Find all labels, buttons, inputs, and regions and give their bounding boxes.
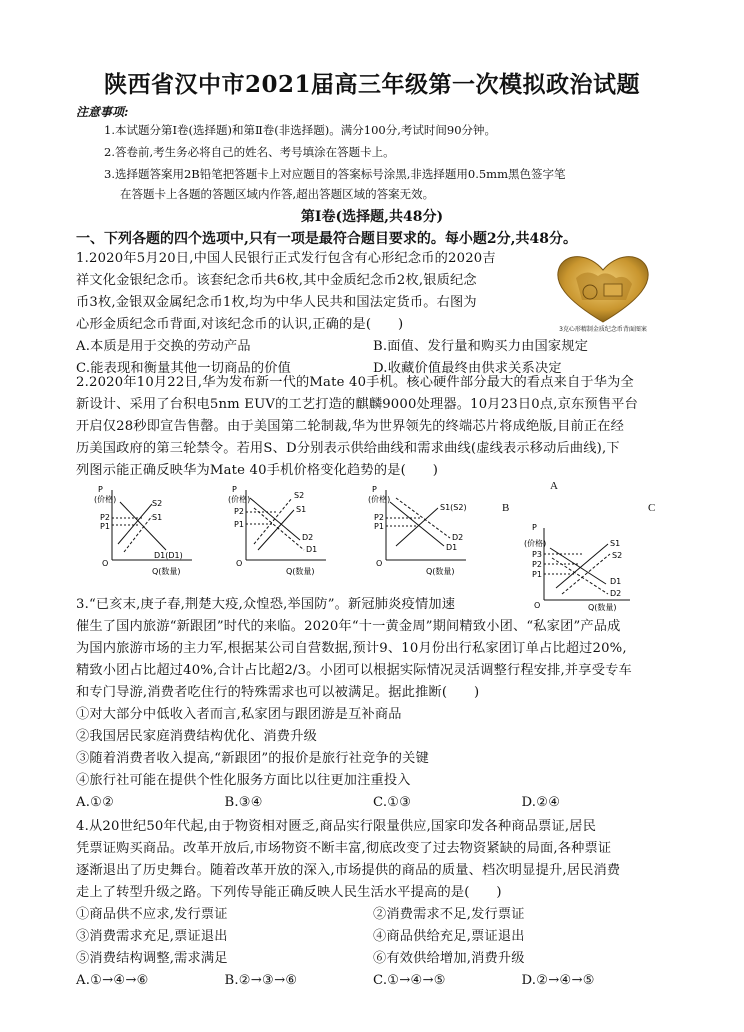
- statement-5: ⑤消费结构调整,需求满足: [76, 951, 228, 966]
- graph-letter-b: B: [502, 502, 510, 514]
- graph-letter-a: A: [550, 480, 558, 492]
- question-line: 为国内旅游市场的主力军,根据某公司自营数据,预计9、10月份出行私家团订单占比超过20%,: [76, 641, 627, 656]
- d2-label: D2: [452, 533, 464, 542]
- s1-label: S1: [610, 539, 621, 548]
- d1-label: D1: [610, 577, 622, 586]
- axis-p-label: P: [532, 523, 537, 532]
- axis-q-label: Q(数量): [286, 567, 315, 576]
- option-c: C.能表现和衡量其他一切商品的价值: [76, 361, 292, 376]
- question-line: 2.2020年10月22日,华为发布新一代的Mate 40手机。核心硬件部分最大的看点来自于华为全: [76, 375, 634, 390]
- axis-price-label: (价格): [94, 495, 117, 504]
- option-a: A.本质是用于交换的劳动产品: [76, 339, 251, 354]
- notice-item: 3.选择题答案用2B铅笔把答题卡上对应题目的答案标号涂黑,非选择题用0.5mm黑色签字笔: [104, 167, 566, 181]
- statement-1: ①对大部分中低收入者而言,私家团与跟团游是互补商品: [76, 707, 402, 722]
- question-line: 凭票证购买商品。改革开放后,市场物资不断丰富,彻底改变了过去物资紧缺的局面,各种票证: [76, 841, 612, 856]
- axis-q-label: Q(数量): [588, 603, 617, 612]
- d2-label: D2: [302, 533, 314, 542]
- question-line: 逐渐退出了历史舞台。随着改革开放的深入,市场提供的商品的质量、档次明显提升,居民消费: [76, 863, 621, 878]
- option-b: B.②→③→⑥: [224, 973, 298, 988]
- axis-p-label: P: [232, 485, 237, 494]
- notice-heading: 注意事项:: [76, 105, 129, 119]
- axis-p-label: P: [98, 485, 103, 494]
- d-label: D1(D1): [154, 551, 183, 560]
- supply-demand-graph-3: [368, 484, 468, 574]
- page-title: 陕西省汉中市2021届高三年级第一次模拟政治试题: [103, 71, 640, 98]
- statement-3: ③随着消费者收入提高,“新跟团”的报价是旅行社竞争的关键: [76, 751, 429, 766]
- part-heading: 一、下列各题的四个选项中,只有一项是最符合题目要求的。每小题2分,共48分。: [76, 231, 577, 247]
- p2-label: P2: [374, 513, 384, 522]
- axis-p-label: P: [372, 485, 377, 494]
- question-line: 新设计、采用了台积电5nm EUV的工艺打造的麒麟9000处理器。10月23日0点,京东预售平台: [76, 397, 638, 412]
- section-title: 第Ⅰ卷(选择题,共48分): [300, 209, 444, 225]
- question-line: 心形金质纪念币背面,对该纪念币的认识,正确的是( ): [76, 317, 404, 332]
- supply-demand-graph-1: [94, 484, 194, 574]
- d2-label: D2: [610, 589, 622, 598]
- notice-item: 在答题卡上各题的答题区域内作答,超出答题区域的答案无效。: [120, 187, 435, 201]
- p1-label: P1: [100, 522, 110, 531]
- question-line: 精致小团占比超过40%,合计占比超2/3。小团可以根据实际情况灵活调整行程安排,并享受专车: [76, 663, 632, 678]
- option-c: C.①③: [373, 795, 412, 810]
- s1-label: S1: [296, 505, 307, 514]
- question-line: 4.从20世纪50年代起,由于物资相对匮乏,商品实行限量供应,国家印发各种商品票证,居民: [76, 819, 597, 834]
- option-d: D.收藏价值最终由供求关系决定: [373, 361, 562, 376]
- d1-label: D1: [446, 543, 458, 552]
- axis-price-label: (价格): [524, 539, 547, 548]
- option-a: A.①→④→⑥: [76, 973, 149, 988]
- heart-coin-image: [546, 248, 660, 334]
- question-line: 3.“已亥末,庚子春,荆楚大疫,众惶恐,举国防”。新冠肺炎疫情加速: [76, 597, 456, 612]
- origin-label: O: [102, 559, 109, 568]
- question-line: 和专门导游,消费者吃住行的特殊需求也可以被满足。据此推断( ): [76, 685, 480, 700]
- s1-label: S1: [152, 513, 163, 522]
- statement-2: ②消费需求不足,发行票证: [373, 907, 525, 922]
- p2-label: P2: [532, 560, 542, 569]
- axis-q-label: Q(数量): [152, 567, 181, 576]
- statement-4: ④旅行社可能在提供个性化服务方面比以往更加注重投入: [76, 773, 411, 788]
- question-3: [76, 594, 670, 814]
- question-1: [76, 248, 546, 336]
- s2-label: S2: [294, 491, 305, 500]
- question-line: 币3枚,金银双金属纪念币1枚,均为中华人民共和国法定货币。右图为: [76, 295, 477, 310]
- d1-label: D1: [306, 545, 318, 554]
- origin-label: O: [376, 559, 383, 568]
- question-line: 走上了转型升级之路。下列传导能正确反映人民生活水平提高的是( ): [76, 885, 502, 900]
- origin-label: O: [236, 559, 243, 568]
- statement-6: ⑥有效供给增加,消费升级: [373, 951, 525, 966]
- p2-label: P2: [100, 513, 110, 522]
- p2-label: P2: [234, 507, 244, 516]
- axis-price-label: (价格): [368, 495, 391, 504]
- p1-label: P1: [374, 522, 384, 531]
- option-d: D.②→④→⑤: [521, 973, 595, 988]
- question-line: 祥文化金银纪念币。该套纪念币共6枚,其中金质纪念币2枚,银质纪念: [76, 273, 477, 288]
- option-d: D.②④: [521, 795, 561, 810]
- origin-label: O: [534, 601, 541, 610]
- p1-label: P1: [532, 570, 542, 579]
- graph-letter-c: C: [648, 502, 656, 514]
- coin-caption: 3克心形精制金质纪念币背面图案: [559, 326, 647, 333]
- question-line: 开启仅28秒即宣告售罄。由于美国第二轮制裁,华为世界领先的终端芯片将成绝版,目前正在经: [76, 419, 625, 434]
- notice-item: 2.答卷前,考生务必将自己的姓名、考号填涂在答题卡上。: [104, 145, 395, 159]
- statement-1: ①商品供不应求,发行票证: [76, 907, 228, 922]
- statement-2: ②我国居民家庭消费结构优化、消费升级: [76, 729, 317, 744]
- question-line: 历美国政府的第三轮禁令。若用S、D分别表示供给曲线和需求曲线(虚线表示移动后曲线),下: [76, 441, 620, 456]
- s2-label: S2: [152, 499, 163, 508]
- question-line: 列图示能正确反映华为Mate 40手机价格变化趋势的是( ): [76, 463, 439, 478]
- question-2: [76, 372, 670, 482]
- axis-price-label: (价格): [228, 495, 251, 504]
- axis-q-label: Q(数量): [426, 567, 455, 576]
- statement-3: ③消费需求充足,票证退出: [76, 929, 228, 944]
- supply-demand-graph-2: [228, 484, 328, 574]
- notice-item: 1.本试题分第Ⅰ卷(选择题)和第Ⅱ卷(非选择题)。满分100分,考试时间90分钟。: [104, 123, 497, 137]
- p3-label: P3: [532, 550, 542, 559]
- option-c: C.①→④→⑤: [373, 973, 446, 988]
- s2-label: S2: [612, 551, 623, 560]
- option-b: B.面值、发行量和购买力由国家规定: [373, 339, 589, 354]
- statement-4: ④商品供给充足,票证退出: [373, 929, 525, 944]
- p1-label: P1: [234, 520, 244, 529]
- question-4: [76, 816, 670, 992]
- option-a: A.①②: [76, 795, 115, 810]
- s-label: S1(S2): [440, 503, 467, 512]
- question-line: 1.2020年5月20日,中国人民银行正式发行包含有心形纪念币的2020吉: [76, 251, 496, 266]
- question-line: 催生了国内旅游“新跟团”时代的来临。2020年“十一黄金周”期间精致小团、“私家团”产品成: [76, 619, 621, 634]
- option-b: B.③④: [224, 795, 263, 810]
